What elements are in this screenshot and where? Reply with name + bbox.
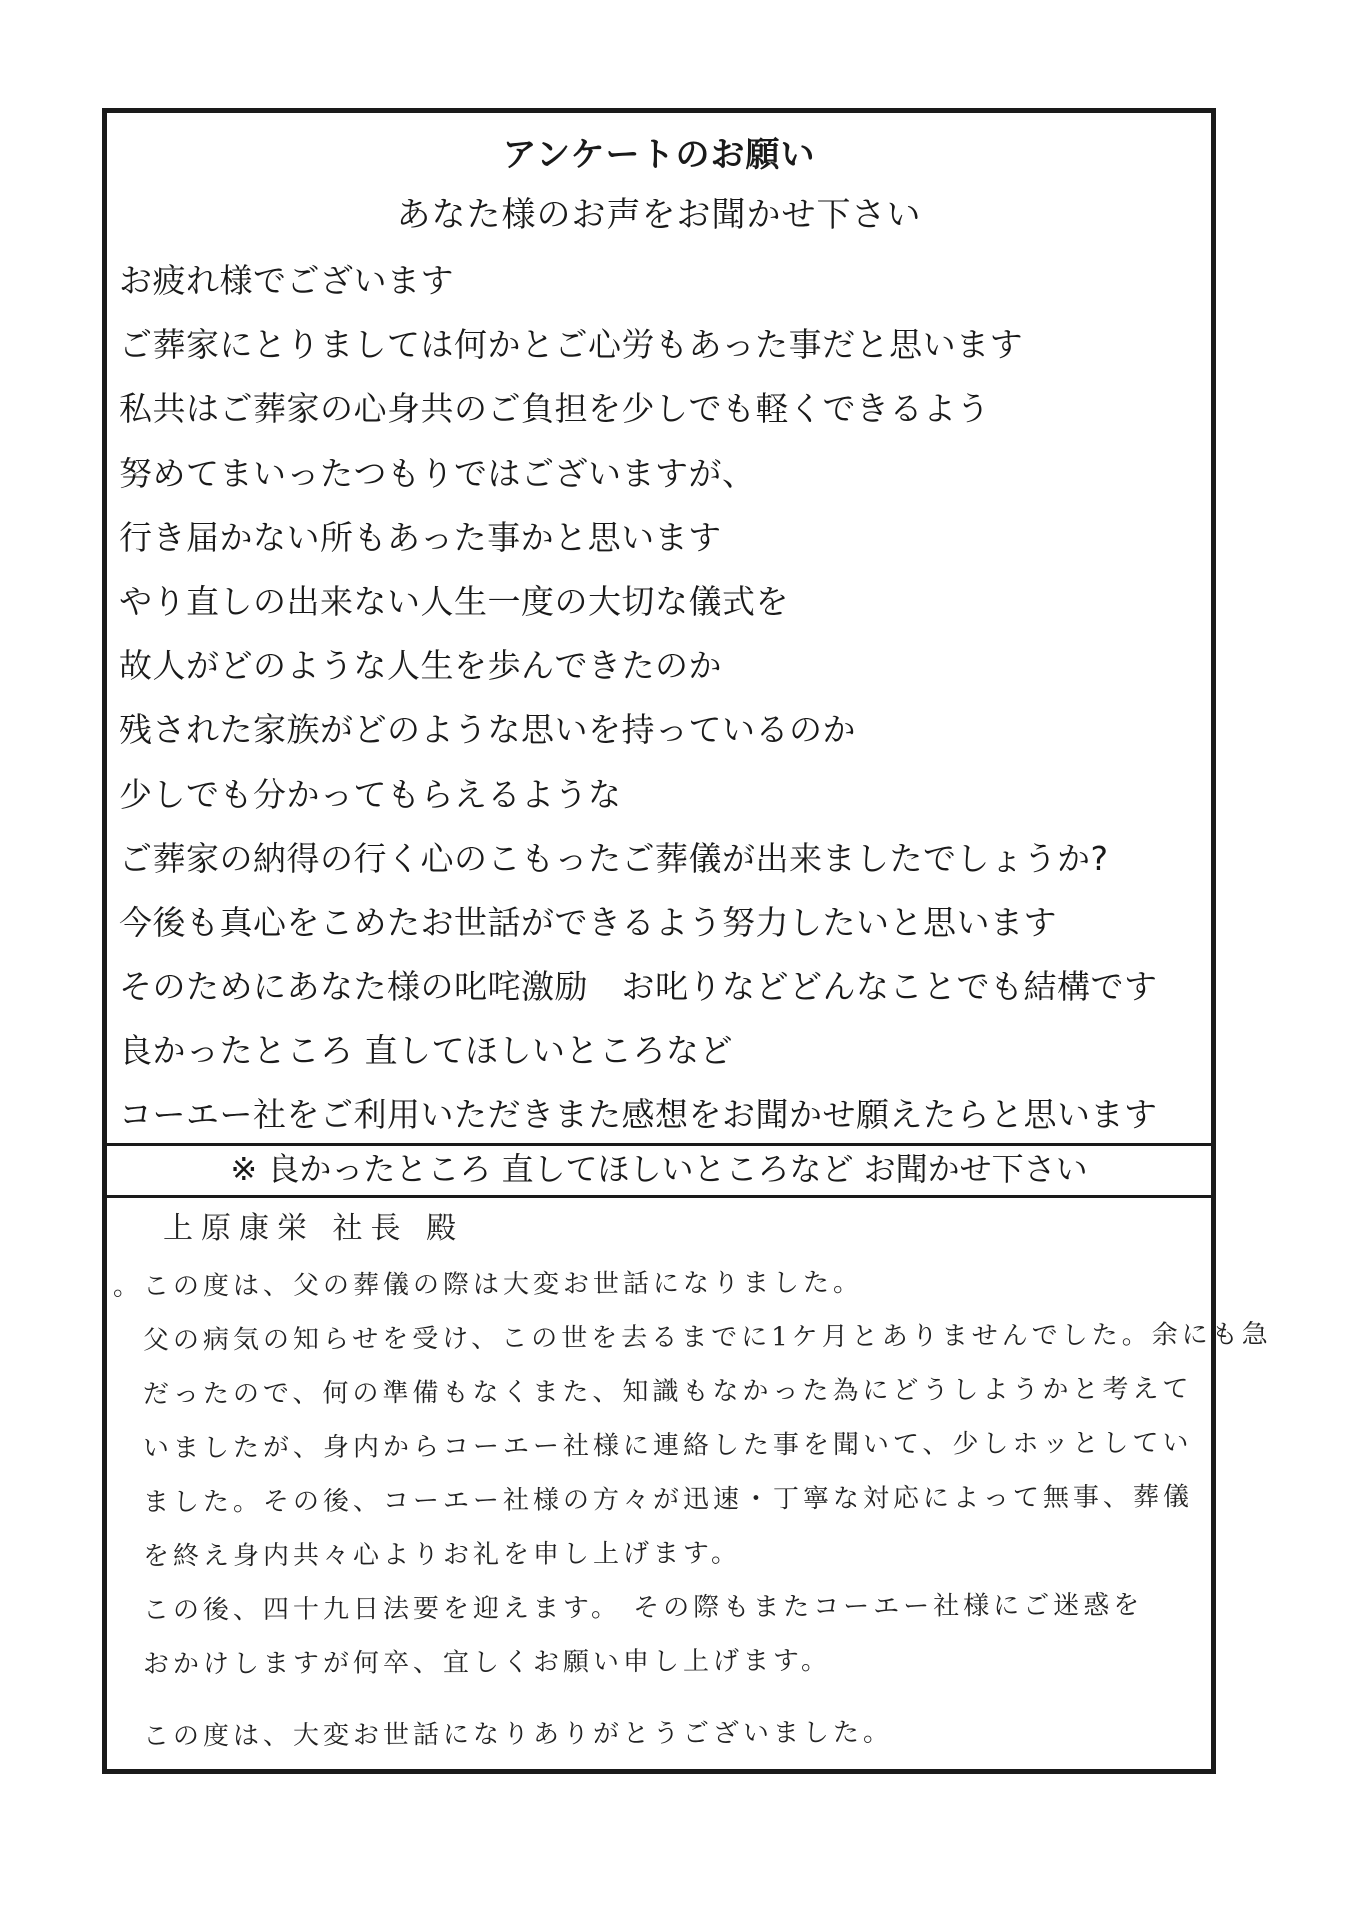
divider [107,1195,1211,1198]
response-line: この後、四十九日法要を迎えます。 その際もまたコーエー社様にご迷惑を [142,1590,1144,1626]
message-line: 少しでも分かってもらえるような [119,774,622,814]
message-line: ご葬家にとりましては何かとご心労もあった事だと思います [119,325,1024,365]
feedback-prompt: ※ 良かったところ 直してほしいところなど お聞かせ下さい [230,1150,1088,1188]
response-line: ました。その後、コーエー社様の方々が迅速・丁寧な対応によって無事、葬儀 [142,1482,1194,1518]
survey-subtitle: あなた様のお声をお聞かせ下さい [396,195,922,235]
message-line: 行き届かない所もあった事かと思います [119,517,722,557]
message-line: ご葬家の納得の行く心のこもったご葬儀が出来ましたでしょうか? [119,838,1109,878]
message-line: 故人がどのような人生を歩んできたのか [119,646,722,686]
response-line: 。この度は、父の葬儀の際は大変お世話になりました。 [112,1267,864,1302]
closing-line: この度は、大変お世話になりありがとうございました。 [142,1717,894,1752]
response-line: を終え身内共々心よりお礼を申し上げます。 [142,1538,741,1572]
response-line: 父の病気の知らせを受け、この世を去るまでに1ケ月とありませんでした。余にも急 [142,1319,1272,1356]
response-line: おかけしますが何卒、宜しくお願い申し上げます。 [142,1646,831,1680]
survey-title: アンケートのお願い [502,135,816,175]
handwritten-response [107,1201,1272,1769]
message-line: 残された家族がどのような思いを持っているのか [119,710,856,750]
response-line: いましたが、身内からコーエー社様に連絡した事を聞いて、少しホッとしてい [142,1428,1193,1464]
message-line: コーエー社をご利用いただきまた感想をお聞かせ願えたらと思います [119,1095,1158,1135]
message-line: お疲れ様でございます [119,261,454,300]
message-line: 今後も真心をこめたお世話ができるよう努力したいと思います [119,902,1057,942]
message-line: 良かったところ 直してほしいところなど [119,1031,733,1071]
survey-message [119,249,1201,1148]
response-text [112,1257,1272,1761]
message-line: そのためにあなた様の叱咤激励 お叱りなどどんなことでも結構です [119,967,1158,1007]
message-line: 努めてまいったつもりではございますが、 [119,453,756,493]
message-line: 私共はご葬家の心身共のご負担を少しでも軽くできるよう [119,389,990,429]
response-line: だったので、何の準備もなくまた、知識もなかった為にどうしようかと考えて [142,1374,1193,1410]
addressee: 上原康栄 社長 殿 [163,1211,465,1246]
message-line: やり直しの出来ない人生一度の大切な儀式を [119,581,789,621]
survey-sheet [102,108,1272,1774]
